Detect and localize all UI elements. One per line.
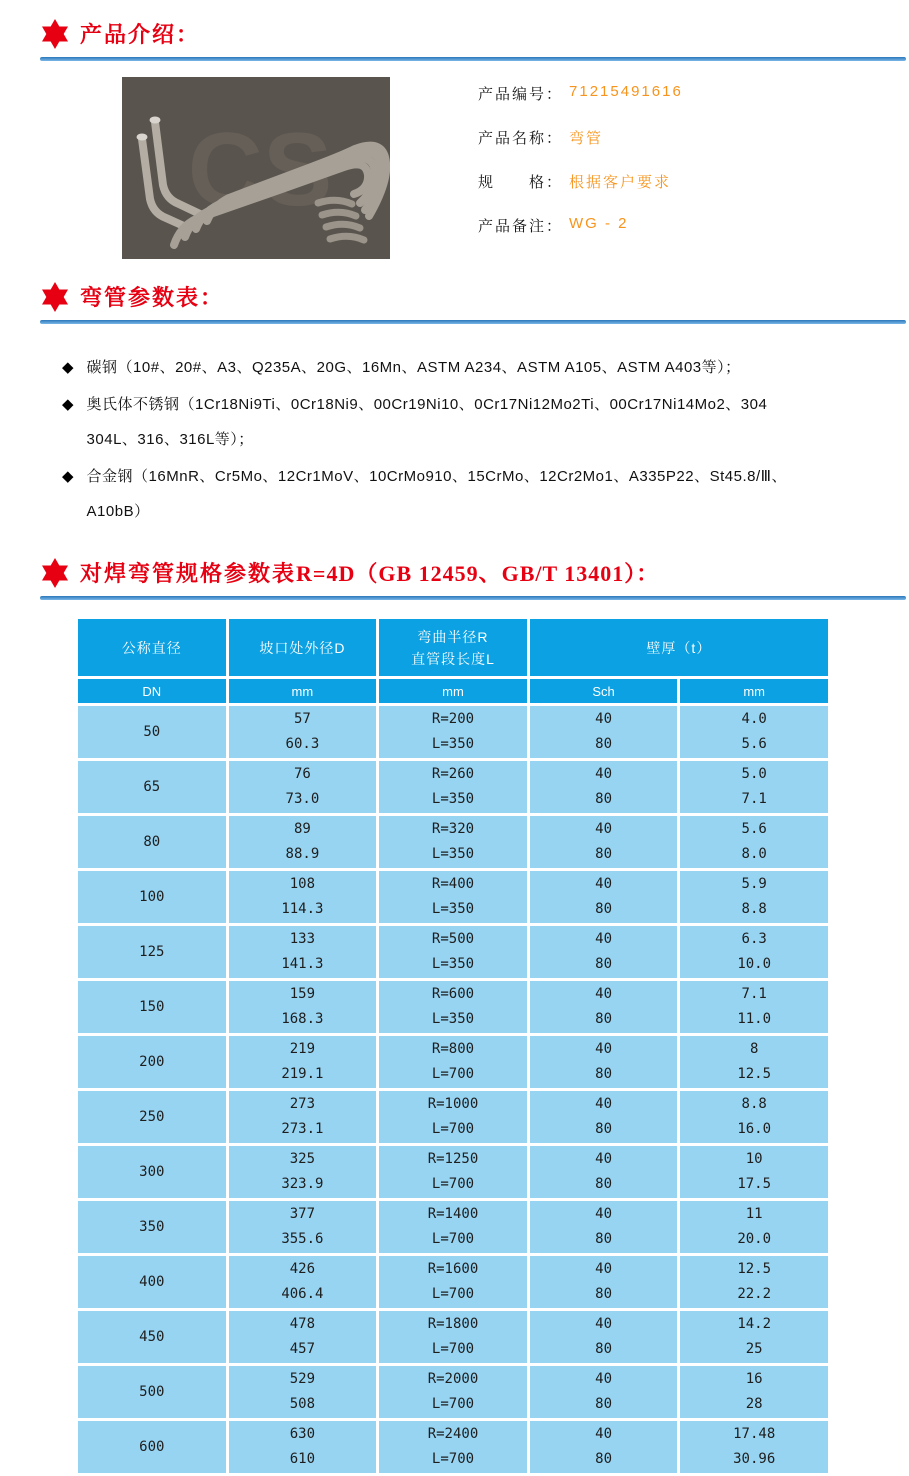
material-list	[62, 350, 862, 529]
table-row	[77, 1310, 830, 1365]
cell-radius-length: R=260 L=350	[378, 760, 529, 815]
star-icon	[40, 558, 70, 588]
subcol-sch: Sch	[528, 678, 679, 705]
cell-sch: 40 80	[528, 1310, 679, 1365]
cell-dn: 500	[77, 1365, 228, 1420]
cell-thickness: 6.3 10.0	[679, 925, 830, 980]
cell-sch: 40 80	[528, 1255, 679, 1310]
section-divider	[40, 596, 906, 600]
table-row	[77, 870, 830, 925]
cell-dn: 80	[77, 815, 228, 870]
material-item	[62, 350, 862, 385]
cell-outer-diameter: 325 323.9	[227, 1145, 378, 1200]
field-value: 弯管	[569, 130, 604, 147]
cell-thickness: 4.0 5.6	[679, 705, 830, 760]
field-value: 根据客户要求	[569, 174, 672, 191]
cell-thickness: 14.2 25	[679, 1310, 830, 1365]
cell-sch: 40 80	[528, 705, 679, 760]
cell-outer-diameter: 133 141.3	[227, 925, 378, 980]
cell-radius-length: R=1800 L=700	[378, 1310, 529, 1365]
cell-sch: 40 80	[528, 1420, 679, 1475]
table-row	[77, 1255, 830, 1310]
section-params	[0, 281, 909, 529]
field-value: WG - 2	[569, 215, 629, 232]
product-photo	[122, 77, 390, 259]
cell-radius-length: R=1400 L=700	[378, 1200, 529, 1255]
field-value: 71215491616	[569, 83, 683, 100]
spec-table	[75, 616, 831, 1476]
cell-dn: 250	[77, 1090, 228, 1145]
cell-sch: 40 80	[528, 870, 679, 925]
cell-thickness: 7.1 11.0	[679, 980, 830, 1035]
field-label: 产品编号：	[478, 86, 564, 103]
product-intro-body	[122, 77, 909, 259]
material-text: 碳钢（10#、20#、A3、Q235A、20G、16Mn、ASTM A234、ASTM A105、ASTM A403等）；	[86, 359, 741, 376]
cell-radius-length: R=200 L=350	[378, 705, 529, 760]
material-text: 合金钢（16MnR、Cr5Mo、12Cr1MoV、10CrMo910、15CrMo、12Cr2Mo1、A335P22、St45.8/Ⅲ、 A10bB）	[86, 468, 787, 520]
section-divider	[40, 320, 906, 324]
product-field	[478, 127, 683, 148]
diamond-bullet-icon: ◆	[62, 359, 74, 376]
section-intro-title: 产品介绍：	[80, 22, 201, 47]
section-spec	[0, 557, 909, 1476]
cell-dn: 65	[77, 760, 228, 815]
cell-outer-diameter: 529 508	[227, 1365, 378, 1420]
cell-thickness: 17.48 30.96	[679, 1420, 830, 1475]
section-spec-header	[40, 557, 909, 588]
table-row	[77, 1145, 830, 1200]
cell-radius-length: R=500 L=350	[378, 925, 529, 980]
cell-thickness: 5.0 7.1	[679, 760, 830, 815]
section-intro	[0, 18, 909, 259]
diamond-bullet-icon: ◆	[62, 468, 74, 485]
cell-sch: 40 80	[528, 760, 679, 815]
col-header-nominal-diameter: 公称直径	[77, 618, 228, 678]
table-row	[77, 815, 830, 870]
table-row	[77, 980, 830, 1035]
section-spec-title	[80, 557, 659, 588]
cell-dn: 100	[77, 870, 228, 925]
section-params-header	[40, 281, 909, 312]
cell-outer-diameter: 273 273.1	[227, 1090, 378, 1145]
cell-dn: 150	[77, 980, 228, 1035]
cell-outer-diameter: 159 168.3	[227, 980, 378, 1035]
field-label: 规 格：	[478, 174, 564, 191]
product-fields	[478, 77, 683, 259]
cell-thickness: 16 28	[679, 1365, 830, 1420]
cell-thickness: 8.8 16.0	[679, 1090, 830, 1145]
photo-watermark: CS	[187, 112, 333, 228]
star-icon	[40, 282, 70, 312]
cell-sch: 40 80	[528, 980, 679, 1035]
cell-radius-length: R=1600 L=700	[378, 1255, 529, 1310]
cell-sch: 40 80	[528, 1090, 679, 1145]
cell-thickness: 10 17.5	[679, 1145, 830, 1200]
section-intro-header	[40, 18, 909, 49]
spec-title-zh: 对焊弯管规格参数表	[80, 561, 297, 586]
cell-sch: 40 80	[528, 925, 679, 980]
material-item	[62, 387, 862, 457]
cell-sch: 40 80	[528, 815, 679, 870]
cell-thickness: 8 12.5	[679, 1035, 830, 1090]
subcol-mm-t: mm	[679, 678, 830, 705]
cell-outer-diameter: 478 457	[227, 1310, 378, 1365]
cell-outer-diameter: 377 355.6	[227, 1200, 378, 1255]
col-header-outer-diameter: 坡口处外径D	[227, 618, 378, 678]
cell-radius-length: R=1250 L=700	[378, 1145, 529, 1200]
diamond-bullet-icon: ◆	[62, 396, 74, 413]
cell-thickness: 5.6 8.0	[679, 815, 830, 870]
cell-radius-length: R=1000 L=700	[378, 1090, 529, 1145]
material-text: 奥氏体不锈钢（1Cr18Ni9Ti、0Cr18Ni9、00Cr19Ni10、0Cr17Ni12Mo2Ti、00Cr17Ni14Mo2、304 304L、316、316L等）；	[86, 396, 768, 448]
cell-sch: 40 80	[528, 1200, 679, 1255]
cell-dn: 400	[77, 1255, 228, 1310]
cell-outer-diameter: 108 114.3	[227, 870, 378, 925]
table-row	[77, 1365, 830, 1420]
section-divider	[40, 57, 906, 61]
cell-radius-length: R=320 L=350	[378, 815, 529, 870]
cell-outer-diameter: 219 219.1	[227, 1035, 378, 1090]
subcol-mm-od: mm	[227, 678, 378, 705]
cell-dn: 300	[77, 1145, 228, 1200]
cell-outer-diameter: 89 88.9	[227, 815, 378, 870]
cell-radius-length: R=2000 L=700	[378, 1365, 529, 1420]
cell-outer-diameter: 630 610	[227, 1420, 378, 1475]
table-row	[77, 705, 830, 760]
product-field	[478, 83, 683, 104]
table-row	[77, 1035, 830, 1090]
product-field	[478, 215, 683, 236]
cell-dn: 125	[77, 925, 228, 980]
table-row	[77, 1420, 830, 1475]
cell-dn: 600	[77, 1420, 228, 1475]
cell-outer-diameter: 426 406.4	[227, 1255, 378, 1310]
subcol-mm-rl: mm	[378, 678, 529, 705]
cell-dn: 50	[77, 705, 228, 760]
cell-sch: 40 80	[528, 1035, 679, 1090]
cell-radius-length: R=400 L=350	[378, 870, 529, 925]
cell-thickness: 5.9 8.8	[679, 870, 830, 925]
cell-dn: 350	[77, 1200, 228, 1255]
cell-thickness: 11 20.0	[679, 1200, 830, 1255]
section-params-title: 弯管参数表：	[80, 285, 225, 310]
spec-title-standards: R=4D（GB 12459、GB/T 13401）：	[296, 561, 660, 586]
table-row	[77, 925, 830, 980]
col-header-radius-length: 弯曲半径R 直管段长度L	[378, 618, 529, 678]
table-row	[77, 760, 830, 815]
material-item	[62, 459, 862, 529]
cell-outer-diameter: 57 60.3	[227, 705, 378, 760]
cell-radius-length: R=800 L=700	[378, 1035, 529, 1090]
cell-sch: 40 80	[528, 1365, 679, 1420]
cell-dn: 200	[77, 1035, 228, 1090]
product-field	[478, 171, 683, 192]
cell-thickness: 12.5 22.2	[679, 1255, 830, 1310]
subcol-dn: DN	[77, 678, 228, 705]
cell-radius-length: R=600 L=350	[378, 980, 529, 1035]
table-row	[77, 1200, 830, 1255]
table-row	[77, 1090, 830, 1145]
cell-outer-diameter: 76 73.0	[227, 760, 378, 815]
col-header-wall-thickness: 壁厚（t）	[528, 618, 829, 678]
field-label: 产品名称：	[478, 130, 564, 147]
star-icon	[40, 19, 70, 49]
cell-sch: 40 80	[528, 1145, 679, 1200]
field-label: 产品备注：	[478, 218, 564, 235]
cell-dn: 450	[77, 1310, 228, 1365]
cell-radius-length: R=2400 L=700	[378, 1420, 529, 1475]
